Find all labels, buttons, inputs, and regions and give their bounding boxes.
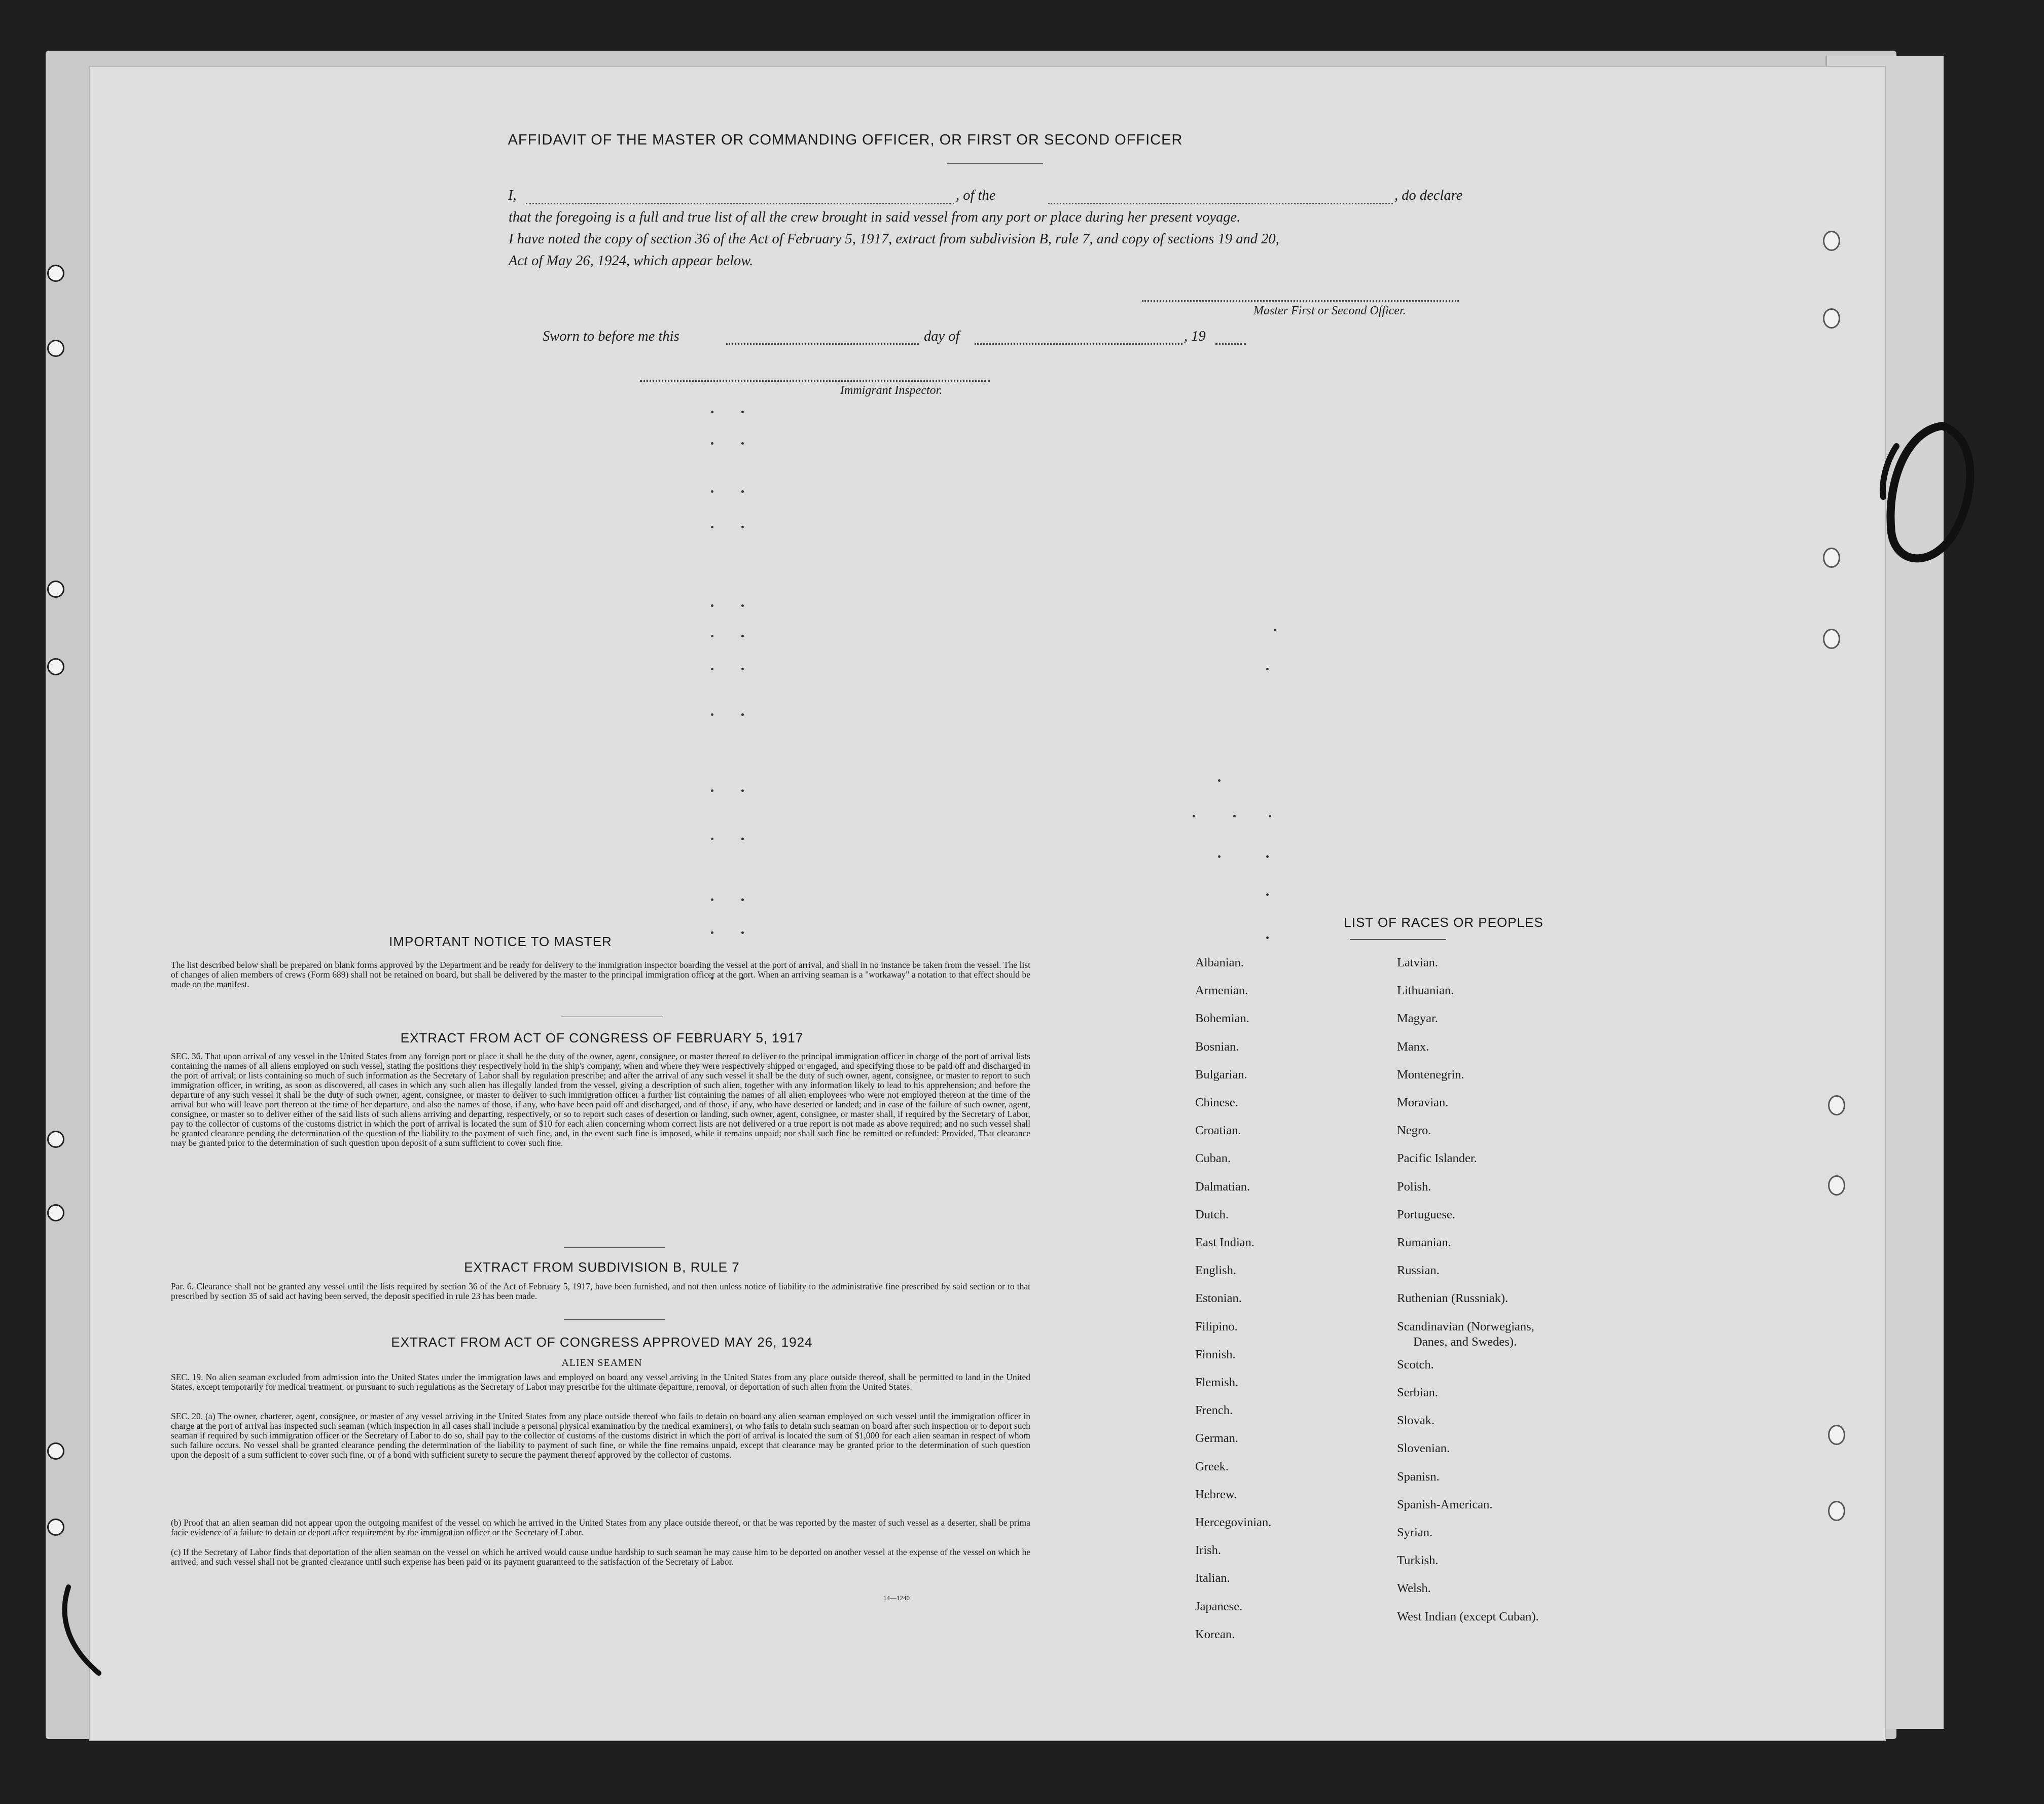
race-item: German. [1195, 1431, 1239, 1446]
speck [1266, 893, 1269, 896]
punch-hole [47, 340, 64, 357]
race-item: Serbian. [1397, 1386, 1438, 1399]
race-item: Manx. [1397, 1039, 1429, 1054]
race-item: Filipino. [1195, 1319, 1238, 1333]
speck [1269, 815, 1271, 817]
race-item: Russian. [1397, 1264, 1440, 1278]
speck [741, 668, 744, 670]
sworn-text: Sworn to before me this [543, 329, 679, 344]
rule7-text: Par. 6. Clearance shall not be granted any vessel until the lists required by section 36 of the Act of February 5, 1917, have been furnished, and not then unless notice of liability to the administrative fine prescribed by said section or to that prescribed by section 35 of said act having been served, the deposit specified in rule 23 has been made. [171, 1281, 1030, 1301]
day-of-text: day of [924, 329, 960, 344]
race-item: Bulgarian. [1195, 1067, 1247, 1081]
speck [711, 635, 713, 637]
punch-hole [1823, 548, 1840, 568]
race-item: English. [1195, 1264, 1236, 1278]
inspector-label: Immigrant Inspector. [840, 384, 943, 397]
divider [564, 1247, 665, 1248]
race-item: Estonian. [1195, 1291, 1242, 1306]
punch-hole [47, 1131, 64, 1148]
race-item: Japanese. [1195, 1599, 1243, 1613]
race-item: Moravian. [1397, 1096, 1449, 1109]
sec19-text: SEC. 19. No alien seaman excluded from admission into the United States under the immigration laws and employed on board any vessel arriving in the United States from any place outside thereof, shall be permitted to land in the United States, except temporarily for medical treatment, or pursuant to such regulations as the Secretary of Labor may prescribe for the ultimate departure, removal, or deportation of such alien from the United States. [171, 1372, 1030, 1392]
extract-1924-title: EXTRACT FROM ACT OF CONGRESS APPROVED MAY 26, 1924 [391, 1334, 813, 1350]
notice-text: The list described below shall be prepared on blank forms approved by the Department and be ready for delivery to the immigration inspector boarding the vessel at the port of arrival, and shall in no instance be taken from the vessel. The list of changes of alien members of crews (Form 689) shall not be retained on board, but shall be delivered by the master to the principal immigration officer at the port. When an arriving seaman is a "workaway" a notation to that effect should be made on the manifest. [171, 960, 1030, 989]
race-item: Pacific Islander. [1397, 1151, 1477, 1166]
affidavit-title: AFFIDAVIT OF THE MASTER OR COMMANDING OFFICER, OR FIRST OR SECOND OFFICER [508, 132, 1183, 148]
race-item: Greek. [1195, 1459, 1229, 1473]
race-item: Negro. [1397, 1124, 1431, 1138]
year-blank [1215, 343, 1246, 345]
affidavit-line1-declare: , do declare [1394, 188, 1463, 203]
race-item: Syrian. [1397, 1526, 1433, 1539]
extract-1917-text: SEC. 36. That upon arrival of any vessel in the United States from any foreign port or place it shall be the duty of the owner, agent, consignee, or master thereof to deliver to the principal immigration officer in charge of the port of arrival lists containing the names of all aliens employed on such vessel, stating the positions they respectively hold in the ship's company, when and where they were respectively shipped or engaged, and specifying those to be paid off and discharged in the port of arrival; or lists containing so much of such information as the Secretary of Labor shall by regulation prescribe; and after the arrival of any such vessel it shall be the duty of such owner, agent, consignee, or master to report to such immigration officer, in writing, as soon as discovered, all cases in which any such alien has illegally landed from the vessel, giving a description of such alien, together with any information likely to lead to his apprehension; and before the departure of any such vessel it shall be the duty of such owner, agent, consignee, or master to deliver to such immigration officer a further list containing the names of all alien employees who were not employed thereon at the time of the arrival but who will leave port thereon at the time of her departure, and also the names of those, if any, who have been paid off and discharged, and of those, if any, who have deserted or landed; and in case of the failure of such owner, agent, consignee, or master so to deliver either of the said lists of such aliens arriving and departing, respectively, or so to report such cases of desertion or landing, such owner, agent, consignee, or master shall, if required by the Secretary of Labor, pay to the collector of customs of the customs district in which the port of arrival is located the sum of $10 for each alien concerning whom correct lists are not delivered or a true report is not made as above required; and no such vessel shall be granted clearance pending the determination of the question of the liability to the payment of such fine, and, in the event such fine is imposed, while it remains unpaid; nor shall such fine be remitted or refunded: Provided, That clearance may be granted prior to the determination of such question upon deposit of a sum sufficient to cover such fine. [171, 1051, 1030, 1148]
speck [711, 442, 713, 445]
race-item: Bohemian. [1195, 1012, 1249, 1026]
punch-hole [47, 581, 64, 598]
vessel-blank [1048, 203, 1393, 204]
speck [1274, 629, 1276, 631]
race-item: Lithuanian. [1397, 984, 1454, 998]
punch-hole [47, 1204, 64, 1221]
speck [1266, 668, 1269, 670]
speck [741, 411, 744, 413]
extract-1917-title: EXTRACT FROM ACT OF CONGRESS OF FEBRUARY 5, 1917 [400, 1030, 804, 1045]
speck [711, 490, 713, 493]
race-item: East Indian. [1195, 1236, 1255, 1249]
alien-seamen-subtitle: ALIEN SEAMEN [561, 1357, 642, 1368]
race-item: Korean. [1195, 1627, 1235, 1641]
race-item: Hercegovinian. [1195, 1516, 1272, 1529]
name-blank [526, 203, 954, 204]
race-item: Dalmatian. [1195, 1179, 1250, 1194]
speck [1218, 855, 1221, 858]
affidavit-line1-of-the: , of the [956, 188, 996, 203]
race-item: Scotch. [1397, 1357, 1434, 1372]
race-item: Scandinavian (Norwegians, [1397, 1319, 1534, 1333]
speck [711, 789, 713, 792]
punch-hole [47, 1442, 64, 1460]
affidavit-line3: I have noted the copy of section 36 of the Act of February 5, 1917, extract from subdivision B, rule 7, and copy of sections 19 and 20, [509, 231, 1279, 247]
sec20c-text: (c) If the Secretary of Labor finds that deportation of the alien seaman on the vessel on which he arrived would cause undue hardship to such seaman he may cause him to be deported on another vessel at the expense of the vessel on which he arrived, and such vessel shall not be granted clearance until such expense has been paid or its payment guaranteed to the satisfaction of the Secretary of Labor. [171, 1547, 1030, 1567]
race-item: Portuguese. [1397, 1207, 1455, 1221]
year-text: , 19 [1184, 329, 1206, 344]
race-item: Cuban. [1195, 1151, 1231, 1166]
race-item: Albanian. [1195, 956, 1244, 969]
race-item: Chinese. [1195, 1096, 1239, 1109]
affidavit-line1-i: I, [508, 188, 517, 203]
manifest-page [89, 66, 1886, 1741]
race-item: Polish. [1397, 1179, 1431, 1194]
inspector-signature-line [640, 380, 990, 382]
speck [741, 490, 744, 493]
sworn-day-blank [726, 343, 919, 345]
speck [1218, 779, 1221, 782]
race-item: Dutch. [1195, 1207, 1229, 1221]
punch-hole [1823, 629, 1840, 649]
race-item: Latvian. [1397, 956, 1438, 969]
race-item: Hebrew. [1195, 1487, 1237, 1501]
race-item: West Indian (except Cuban). [1397, 1609, 1539, 1623]
races-title: LIST OF RACES OR PEOPLES [1344, 915, 1544, 930]
speck [741, 898, 744, 901]
master-signature-label: Master First or Second Officer. [1253, 304, 1406, 317]
race-item: French. [1195, 1403, 1233, 1418]
speck [741, 635, 744, 637]
speck [741, 442, 744, 445]
race-item: Spanish-American. [1397, 1497, 1493, 1511]
race-item: Irish. [1195, 1543, 1222, 1558]
edge-stroke-mark [48, 1577, 109, 1678]
punch-hole [1828, 1095, 1845, 1115]
speck [711, 604, 713, 607]
speck [1193, 815, 1195, 817]
race-item: Rumanian. [1397, 1236, 1451, 1249]
race-item: Magyar. [1397, 1012, 1438, 1026]
race-item: Slovak. [1397, 1414, 1435, 1428]
sec20a-text: SEC. 20. (a) The owner, charterer, agent, consignee, or master of any vessel arriving in the United States from any place outside thereof who fails to detain on board any alien seaman employed on such vessel until the immigration officer in charge at the port of arrival has inspected such seaman (which inspection in all cases shall include a personal physical examination by the medical examiners), or who fails to detain such seaman on board after such inspection or to deport such seaman if required by such immigration officer or the Secretary of Labor to do so, shall pay to the collector of customs of the customs district in which the port of arrival is located the sum of $1,000 for each alien seaman in respect of whom such failure occurs. No vessel shall be granted clearance pending the determination of the liability to payment of such fine, or while the fine remains unpaid, except that clearance may be granted prior to the determination of such question upon the deposit of a sum sufficient to cover such fine, or of a bond with sufficient surety to secure the payment thereof approved by the collector of customs. [171, 1411, 1030, 1460]
affidavit-line2: that the foregoing is a full and true list of all the crew brought in said vessel from any port or place during her present voyage. [509, 209, 1241, 225]
divider [564, 1319, 665, 1320]
handwritten-zero-mark [1876, 416, 1983, 578]
punch-hole [47, 658, 64, 675]
race-item: Ruthenian (Russniak). [1397, 1291, 1509, 1306]
punch-hole [1823, 308, 1840, 329]
speck [711, 713, 713, 716]
notice-title: IMPORTANT NOTICE TO MASTER [389, 934, 612, 949]
race-item: Armenian. [1195, 984, 1248, 998]
sec20b-text: (b) Proof that an alien seaman did not appear upon the outgoing manifest of the vessel on which he arrived in the United States from any place outside thereof, or that he was reported by the master of such vessel as a deserter, shall be prima facie evidence of a failure to detain or deport after requirement by the immigration officer or the Secretary of Labor. [171, 1518, 1030, 1537]
race-item: Montenegrin. [1397, 1067, 1464, 1081]
punch-hole [47, 265, 64, 282]
race-item: Welsh. [1397, 1581, 1431, 1596]
speck [741, 713, 744, 716]
race-item: Bosnian. [1195, 1039, 1239, 1054]
punch-hole [47, 1519, 64, 1536]
affidavit-line4: Act of May 26, 1924, which appear below. [509, 253, 754, 269]
title-underline [947, 163, 1043, 164]
speck [741, 604, 744, 607]
punch-hole [1828, 1175, 1845, 1196]
rule7-title: EXTRACT FROM SUBDIVISION B, RULE 7 [464, 1259, 740, 1275]
races-underline [1350, 939, 1446, 940]
speck [711, 898, 713, 901]
master-signature-line [1142, 300, 1459, 302]
speck [711, 838, 713, 840]
speck [711, 668, 713, 670]
race-item: Italian. [1195, 1571, 1230, 1585]
form-number: 14—1240 [883, 1594, 910, 1602]
speck [1233, 815, 1236, 817]
speck [1266, 855, 1269, 858]
race-item: Spanisn. [1397, 1469, 1440, 1484]
race-item: Turkish. [1397, 1554, 1439, 1568]
month-blank [975, 343, 1182, 345]
speck [711, 411, 713, 413]
race-item: Flemish. [1195, 1376, 1239, 1389]
punch-hole [1823, 231, 1840, 251]
speck [741, 526, 744, 528]
race-item: Finnish. [1195, 1347, 1236, 1361]
speck [741, 838, 744, 840]
race-item: Croatian. [1195, 1124, 1241, 1138]
race-item: Slovenian. [1397, 1441, 1450, 1456]
speck [1266, 936, 1269, 939]
speck [711, 526, 713, 528]
speck [741, 789, 744, 792]
race-item-continuation: Danes, and Swedes). [1413, 1334, 1517, 1349]
punch-hole [1828, 1425, 1845, 1445]
punch-hole [1828, 1501, 1845, 1521]
